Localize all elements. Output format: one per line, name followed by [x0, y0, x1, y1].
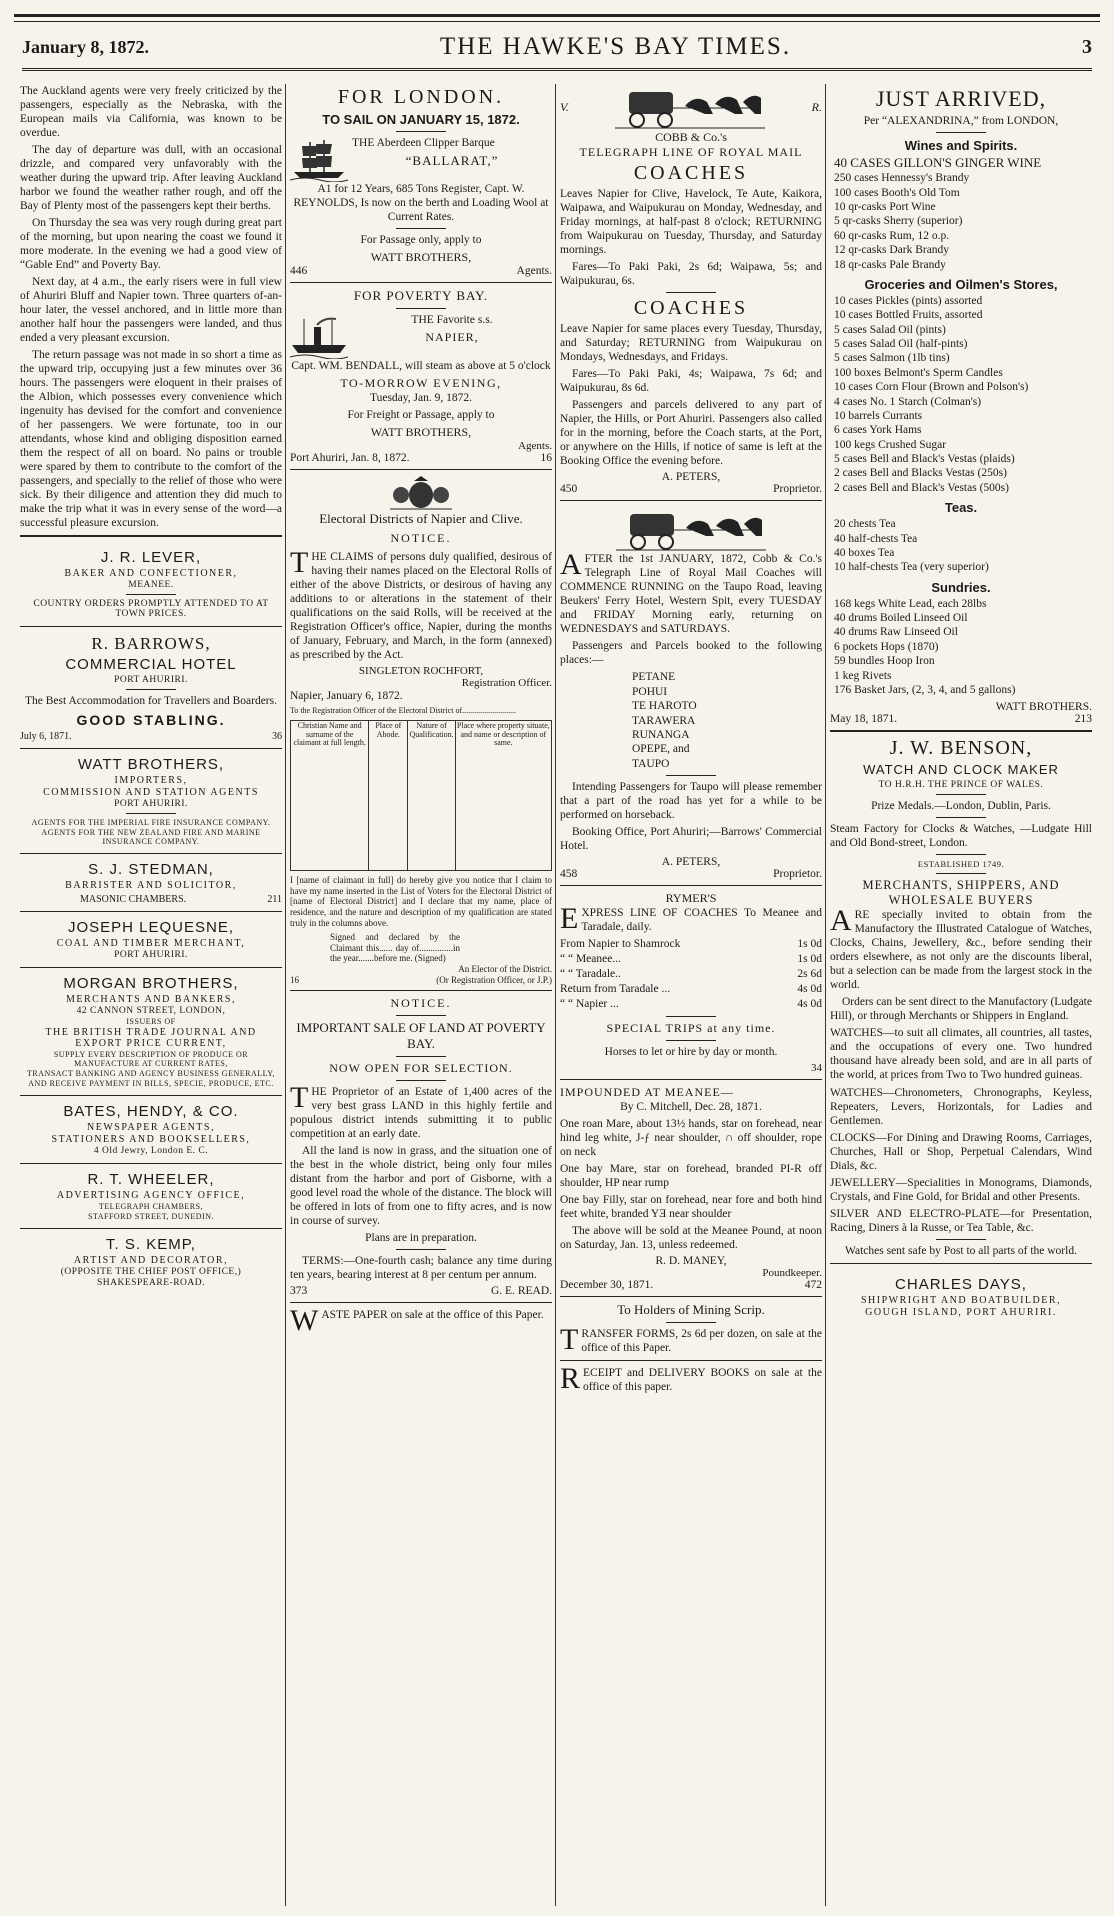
ad-line: ESTABLISHED 1749. [917, 859, 1005, 870]
section-heading: Sundries. [931, 579, 991, 595]
form-column-header: Nature of Qualification. [408, 720, 455, 870]
article-paragraph: On Thursday the sea was very rough during great part of the morning, but upon nearing the coast we found it more moderate. In the evening we had a good view of “Gable End” and Poverty Bay. [20, 217, 282, 272]
ad-text: Passengers and parcels delivered to any part of Napier, the Hills, or Port Ahuriri. Passengers also called for in the morning, before the Coach starts, at the Port, or anywhere on the Hills, if notice of same is left at the Booking Office the evening before. [560, 399, 822, 468]
station-item: OPEPE, and [632, 743, 690, 756]
list-item: 40 half-chests Tea [834, 532, 918, 545]
ad-text: TERMS:—One-fourth cash; balance any time during ten years, bearing interest at 8 per centum per annum. [290, 1255, 552, 1282]
ad-line: BAKER AND CONFECTIONER, [64, 568, 238, 580]
ad-line: TO-MORROW EVENING, [340, 376, 502, 391]
ad-poverty-bay [290, 288, 552, 464]
form-column-header: Christian Name and surname of the claimant at full length. [291, 720, 369, 870]
ad-signer: A. PETERS, [661, 471, 721, 484]
list-item: 40 CASES GILLON'S GINGER WINE [834, 155, 1042, 171]
ad-line: Proprietor. [773, 483, 822, 496]
ad-text: Capt. WM. BENDALL, will steam as above at 5 o'clock [291, 360, 551, 373]
ad-just-arrived [830, 86, 1092, 725]
ad-line: MASONIC CHAMBERS. [80, 893, 187, 905]
ad-text: Intending Passengers for Taupo will please remember that a part of the road has yet for a while to be performed on horseback. [560, 781, 822, 822]
ad-line: GOOD STABLING. [76, 711, 226, 728]
list-item: 5 cases Salad Oil (pints) [834, 323, 946, 336]
form-text: An Elector of the District. [458, 964, 552, 975]
ad-text: THE CLAIMS of persons duly qualified, desirous of having their names placed on the Electoral Rolls of either of the above Districts, or desirous of having any additions to or alterations in the statement of their qualifications on the said Rolls, will be received at the Registration Officer's office, Napier, during the months of January, February, and March, in the form (annexed) as prescribed by the Act. [290, 546, 552, 662]
ad-text: Per “ALEXANDRINA,” from LONDON, [863, 115, 1059, 127]
stagecoach-icon [615, 84, 765, 130]
ad-agent: WATT BROTHERS, [370, 425, 472, 440]
ad-text: One bay Filly, star on forehead, near fore and both hind feet white, branded YƎ near shoulder [560, 1193, 822, 1220]
ad-line: SUPPLY EVERY DESCRIPTION OF PRODUCE OR MANUFACTURE AT CURRENT RATES, [53, 1049, 249, 1068]
ad-text: Passengers and Parcels booked to the following places:— [560, 640, 822, 667]
masthead [22, 26, 1092, 71]
ad-line: Registration Officer. [461, 677, 552, 690]
fare-row [560, 997, 822, 1012]
ad-text: A1 for 12 Years, 685 Tons Register, Capt. W. REYNOLDS, Is now on the berth and Loading Wool at Current Rates. [293, 183, 549, 224]
ad-line: NEWSPAPER AGENTS, [87, 1121, 215, 1133]
ad-name: J. R. LEVER, [100, 549, 202, 567]
ad-number: 373 [290, 1285, 308, 1298]
ad-name: R. BARROWS, [91, 634, 211, 654]
ad-number: 34 [811, 1061, 822, 1074]
ad-cobb-coaches [560, 84, 822, 495]
fare-route: From Napier to Shamrock [560, 938, 681, 951]
ad-number: 446 [290, 265, 308, 278]
ad-line: TRANSACT BANKING AND AGENCY BUSINESS GENERALLY, [27, 1068, 275, 1078]
ad-days [830, 1269, 1092, 1325]
ad-line: V. [560, 99, 569, 114]
ad-text: JEWELLERY—Specialities in Monograms, Diamonds, Crystals, and Fine Gold, for Bridal and other Presents. [830, 1176, 1092, 1203]
ad-text: One bay Mare, star on forehead, branded PI-R off shoulder, HP near rump [560, 1162, 822, 1189]
ad-number: 211 [267, 893, 282, 905]
ad-text: Leaves Napier for Clive, Havelock, Te Aute, Kaikora, Waipawa, and Waipukurau on Monday, Wednesday, and Friday mornings, at half-past 8 o'clock; RETURNING from Waipukurau on Tuesday, Thursday, and Saturday mornings. [560, 188, 822, 257]
list-item: 2 cases Bell and Black's Vestas (500s) [834, 481, 1009, 494]
ad-line: ISSUERS OF [126, 1016, 176, 1026]
list-item: 1 keg Rivets [834, 669, 892, 682]
top-rule [14, 14, 1100, 22]
list-item: 5 cases Bell and Black's Vestas (plaids) [834, 453, 1015, 466]
ad-land-sale [290, 996, 552, 1297]
list-item: 40 drums Boiled Linseed Oil [834, 612, 968, 625]
ad-heading: J. W. BENSON, [889, 737, 1033, 760]
station-item: PETANE [632, 671, 676, 684]
ad-text: Fares—To Paki Paki, 4s; Waipawa, 7s 6d; and Waipukurau, 8s 6d. [560, 368, 822, 395]
ad-line: COAL AND TIMBER MERCHANT, [56, 937, 246, 949]
fare-row [560, 937, 822, 952]
fare-row [560, 982, 822, 997]
list-item: 40 drums Raw Linseed Oil [834, 626, 958, 639]
fare-route: “ “ Meanee... [560, 953, 621, 966]
article-paragraph: Next day, at 4 a.m., the early risers were in full view of Ahuriri Bluff and Napier town. Three quarters of-an-hour later, the vessel anchored, and in little more than another half hour the passengers were landed, and thus ended a very pleasant excursion. [20, 276, 282, 345]
ad-rymer [560, 891, 822, 1074]
ad-line: COMMISSION AND STATION AGENTS [43, 786, 259, 798]
ad-stedman [20, 854, 282, 912]
ad-waste-paper: WASTE PAPER on sale at the office of this Paper. [290, 1304, 544, 1338]
ad-number: 213 [1074, 713, 1092, 726]
ad-number: 450 [560, 483, 578, 496]
list-item: 168 kegs White Lead, each 28lbs [834, 597, 987, 610]
ad-subheading: TO SAIL ON JANUARY 15, 1872. [322, 112, 520, 127]
ad-line: WATCH AND CLOCK MAKER [863, 762, 1059, 778]
list-item: 6 pockets Hops (1870) [834, 640, 939, 653]
ad-heading: Electoral Districts of Napier and Clive. [319, 511, 523, 527]
list-item: 10 half-chests Tea (very superior) [834, 561, 989, 574]
list-item: 12 qr-casks Dark Brandy [834, 244, 950, 257]
form-text: Signed and declared by the Claimant this...... day of...............in the year.......before me. (Signed) [330, 931, 460, 964]
ad-subheading: MERCHANTS, SHIPPERS, AND WHOLESALE BUYERS [862, 878, 1060, 908]
list-item: 4 cases No. 1 Starch (Colman's) [834, 395, 982, 408]
ad-lequesne [20, 912, 282, 968]
column-rule [825, 84, 826, 1906]
list-item: 10 cases Corn Flour (Brown and Polson's) [834, 381, 1029, 394]
section-heading: Wines and Spirits. [904, 138, 1018, 154]
ad-signer: A. PETERS, [661, 856, 721, 869]
ad-text: Fares—To Paki Paki, 2s 6d; Waipawa, 5s; and Waipukurau, 6s. [560, 261, 822, 288]
ad-line: SHAKESPEARE-ROAD. [97, 1277, 205, 1288]
steamship-icon [290, 313, 348, 359]
ad-name: CHARLES DAYS, [895, 1275, 1027, 1293]
list-item: 250 cases Hennessy's Brandy [834, 172, 970, 185]
ad-line: PORT AHURIRI. [114, 798, 188, 809]
ad-line: IMPORTERS, [114, 774, 188, 786]
ad-electoral [290, 475, 552, 985]
royal-crest-icon [386, 475, 456, 511]
ad-heading: IMPORTANT SALE OF LAND AT POVERTY BAY. [296, 1020, 546, 1052]
ad-name: WATT BROTHERS, [77, 755, 225, 773]
ad-heading: RYMER'S [665, 891, 717, 906]
ad-line: Port Ahuriri, Jan. 8, 1872. [290, 452, 410, 465]
station-item: TARAWERA [632, 714, 696, 727]
list-item: 10 cases Pickles (pints) assorted [834, 294, 983, 307]
ad-heading: IMPOUNDED AT MEANEE— [560, 1084, 734, 1099]
fare-route: Return from Taradale ... [560, 982, 671, 995]
ad-line: MERCHANTS AND BANKERS, [66, 993, 236, 1005]
fare-row [560, 952, 822, 967]
ad-number: 16 [540, 452, 552, 465]
ad-text: WATCHES—Chronometers, Chronographs, Keyless, Repeaters, Levers, Horizontals, for Ladies and Gentlemen. [830, 1086, 1092, 1127]
section-heading: Groceries and Oilmen's Stores, [864, 276, 1058, 292]
ad-text: Tuesday, Jan. 9, 1872. [369, 392, 472, 405]
ad-text: Napier, January 6, 1872. [290, 690, 403, 703]
ad-signer: WATT BROTHERS. [995, 701, 1092, 714]
fare-route: “ “ Napier ... [560, 997, 619, 1010]
list-item: 5 cases Salmon (1lb tins) [834, 352, 950, 365]
ad-text: THE Aberdeen Clipper Barque [352, 137, 495, 149]
station-item: TAUPO [632, 757, 670, 770]
page-number: 3 [1081, 35, 1092, 58]
ad-benson [830, 737, 1092, 1257]
station-item: TE HAROTO [632, 700, 697, 713]
column-3 [560, 84, 822, 1906]
article [20, 84, 282, 530]
list-item: 5 cases Salad Oil (half-pints) [834, 338, 968, 351]
ad-subheading: NOW OPEN FOR SELECTION. [329, 1061, 513, 1076]
ad-line: TELEGRAPH LINE OF ROYAL MAIL [579, 145, 803, 159]
tea-list [830, 517, 1092, 575]
ad-heading: COACHES [633, 297, 749, 320]
ad-text: Leave Napier for same places every Tuesday, Thursday, and Saturday; RETURNING from Waipukurau on Mondays, Wednesdays, and Fridays. [560, 323, 822, 364]
article-paragraph: The return passage was not made in so short a time as the upward trip, occupying just a few minutes over 36 hours. The passengers were eloquent in their praises of the Albion, which possesses every convenience which ingenuity has devised for the comfort and convenience of her passengers. We were fortunate, too in our attendants, whose kind and obliging disposition earned them the respect of all on board. No pains or trouble were spared by them to contribute to the comfort of the passengers, and specially to the relief of those who were sick. By their diligence and attention they did much to make the trip what it was in every sense of the word—a successful pleasure excursion. [20, 349, 282, 530]
column-rule [555, 84, 556, 1906]
ad-text: Prize Medals.—London, Dublin, Paris. [871, 800, 1051, 813]
ad-wheeler [20, 1164, 282, 1229]
ad-text: TRANSFER FORMS, 2s 6d per dozen, on sale at the office of this Paper. [560, 1322, 822, 1356]
ad-agent: WATT BROTHERS, [370, 250, 472, 265]
fare-price: 4s 0d [797, 982, 822, 995]
ad-line: 42 CANNON STREET, LONDON, [76, 1005, 226, 1016]
ad-text: Plans are in preparation. [365, 1232, 477, 1245]
ship-name: “BALLARAT,” [405, 153, 499, 169]
ad-text: CLOCKS—For Dining and Drawing Rooms, Carriages, Churches, Hall or Shop, Perpetual Calendars, Wind Dials, &c. [830, 1131, 1092, 1172]
ad-signer: R. D. MANEY, [655, 1254, 727, 1267]
ad-line: THE BRITISH TRADE JOURNAL AND EXPORT PRICE CURRENT, [45, 1026, 257, 1049]
ad-line: R. [811, 99, 822, 114]
column-rule [285, 84, 286, 1906]
ad-kemp [20, 1229, 282, 1295]
ad-date: May 18, 1871. [830, 713, 898, 726]
fare-row [560, 967, 822, 982]
column-4 [830, 84, 1092, 1906]
stagecoach-icon [616, 506, 766, 552]
ad-name: BATES, HENDY, & CO. [63, 1102, 239, 1120]
ad-text: One roan Mare, about 13½ hands, star on forehead, near hind leg white, J-ƒ near shoulder, ∩ off shoulder, rope on neck [560, 1117, 822, 1158]
article-paragraph: The Auckland agents were very freely criticized by the passengers, especially as the Nebraska, with the European mails via California, was known to be overdue. [20, 85, 282, 140]
ad-bates [20, 1096, 282, 1164]
ad-heading: To Holders of Mining Scrip. [617, 1301, 765, 1317]
ad-text: ARE specially invited to obtain from the Manufactory the Illustrated Catalogue of Watches, Clocks, Chains, Jewellery, &c., before sending their orders elsewhere, as not only are the discounts liberal, but a selection can be made from the largest stock in the world. [830, 904, 1092, 992]
form-column-header: Place where property situate, and name or description of same. [455, 720, 551, 870]
ad-line: 4 Old Jewry, London E. C. [93, 1145, 209, 1156]
ad-line: Agents. [516, 265, 552, 278]
ad-for-london [290, 86, 552, 277]
list-item: 2 cases Bell and Blacks Vestas (250s) [834, 467, 1007, 480]
list-item: 6 cases York Hams [834, 424, 922, 437]
column-2 [290, 84, 552, 1906]
station-item: RUNANGA [632, 728, 690, 741]
claim-form-table [290, 720, 552, 871]
ad-signer: G. E. READ. [490, 1285, 552, 1298]
ad-text: Steam Factory for Clocks & Watches, —Ludgate Hill and Old Bond-street, London. [830, 823, 1092, 850]
fare-price: 1s 0d [797, 953, 822, 966]
ad-text: By C. Mitchell, Dec. 28, 1871. [620, 1100, 762, 1113]
ad-impounded [560, 1085, 822, 1291]
ad-text: Horses to let or hire by day or month. [604, 1045, 778, 1058]
ad-text: For Freight or Passage, apply to [347, 409, 495, 422]
list-item: 5 qr-casks Sherry (superior) [834, 215, 963, 228]
ad-name: JOSEPH LEQUESNE, [67, 918, 235, 936]
ad-line: AND RECEIVE PAYMENT IN BILLS, SPECIE, PRODUCE, ETC. [28, 1078, 274, 1088]
ad-line: STAFFORD STREET, DUNEDIN. [88, 1211, 214, 1221]
list-item: 59 bundles Hoop Iron [834, 655, 935, 668]
ad-heading: COACHES [633, 162, 749, 184]
ship-icon [290, 136, 348, 182]
list-item: 100 cases Booth's Old Tom [834, 186, 960, 199]
ad-text: THE Proprietor of an Estate of 1,400 acres of the very best grass LAND in this highly fertile and populous district intends submitting it to public competition at an early date. [290, 1081, 552, 1141]
ad-line: PORT AHURIRI. [114, 949, 188, 960]
sundries-list [830, 597, 1092, 698]
ad-line: PORT AHURIRI. [114, 675, 188, 686]
ad-line: Poundkeeper. [762, 1266, 822, 1279]
article-paragraph: The day of departure was dull, with an occasional drizzle, and compared very unfavorably with the weather during the upward trip. After leaving Auckland harbor we found the weather rather rough, and off the Bay of Plenty most of the passengers kept their berths. [20, 144, 282, 213]
ad-barrows [20, 627, 282, 748]
ad-line: STATIONERS AND BOOKSELLERS, [51, 1133, 251, 1145]
ad-line: AGENTS FOR THE NEW ZEALAND FIRE AND MARINE INSURANCE COMPANY. [41, 827, 261, 846]
fare-price: 2s 6d [797, 968, 822, 980]
ad-text: Orders can be sent direct to the Manufactory (Ludgate Hill), or through Merchants or Shippers in England. [830, 996, 1092, 1023]
list-item: 100 boxes Belmont's Sperm Candles [834, 366, 1003, 379]
fare-route: “ “ Taradale.. [560, 968, 621, 980]
ad-name: MORGAN BROTHERS, [63, 974, 239, 992]
ad-line: TELEGRAPH CHAMBERS, [98, 1201, 204, 1211]
ad-heading: FOR LONDON. [337, 86, 505, 108]
ad-lever [20, 542, 282, 627]
ad-line: BARRISTER AND SOLICITOR, [65, 879, 237, 891]
form-text: I [name of claimant in full] do hereby give you notice that I claim to have my name inserted in the List of Voters for the Electoral District of [name of Electoral District] and I declare that my name, place of residence, and the nature and description of my qualification are stated truly in the columns above. [290, 874, 552, 929]
issue-date: January 8, 1872. [22, 36, 150, 57]
ad-morgan [20, 968, 282, 1096]
ad-name: R. T. WHEELER, [87, 1170, 215, 1188]
ad-number: 472 [804, 1278, 822, 1291]
fare-price: 1s 0d [797, 938, 822, 951]
station-list [632, 670, 822, 771]
section-heading: Teas. [944, 500, 978, 516]
ad-text: Watches sent safe by Post to all parts of the world. [845, 1244, 1077, 1257]
ad-line: MEANEE. [128, 580, 174, 591]
ad-line: COUNTRY ORDERS PROMPTLY ATTENDED TO AT TOWN PRICES. [33, 599, 269, 620]
ad-subheading: NOTICE. [390, 996, 452, 1011]
newspaper-title: THE HAWKE'S BAY TIMES. [439, 33, 792, 60]
ad-name: S. J. STEDMAN, [88, 860, 214, 878]
form-text: (Or Registration Officer, or J.P.) [436, 975, 552, 986]
ad-text: AFTER the 1st JANUARY, 1872, Cobb & Co.'s Telegraph Line of Royal Mail Coaches will COMMENCE RUNNING on the Taupo Road, leaving Beukers' Ferry Hotel, Western Spit, every TUESDAY and FRIDAY Morning early, returning on WEDNESDAYS and SATURDAYS. [560, 548, 822, 636]
ad-date: December 30, 1871. [560, 1278, 654, 1291]
ad-text: All the land is now in grass, and the situation one of the best in the whole district, being only four miles distant from the harbor and port of Gisborne, with a good level road the whole of the distance. The block will be offered in lots of from one to fifty acres, and is now in course of survey. [290, 1145, 552, 1228]
ad-text: WATCHES—to suit all climates, all countries, all tastes, and the occupations of every one. Two hundred thousand have already been sold, and are in all parts of the world, at prices from Two to Two hundred guineas. [830, 1027, 1092, 1082]
list-item: 10 barrels Currants [834, 409, 923, 422]
ad-line: GOUGH ISLAND, PORT AHURIRI. [865, 1306, 1057, 1318]
ad-line: Agents. [518, 440, 552, 453]
ad-signer: SINGLETON ROCHFORT, [358, 665, 484, 678]
ad-number: 36 [272, 730, 282, 742]
list-item: 10 cases Bottled Fruits, assorted [834, 309, 983, 322]
ad-text: SILVER AND ELECTRO-PLATE—for Presentation, Racing, Diners à la Russe, or Tea Table, &c. [830, 1207, 1092, 1234]
ad-line: The Best Accommodation for Travellers and Boarders. [25, 695, 277, 708]
column-1 [20, 84, 282, 1906]
ad-mining-scrip [560, 1302, 822, 1355]
list-item: 10 qr-casks Port Wine [834, 201, 936, 214]
ad-taupo-coaches [560, 506, 822, 880]
ad-subheading: NOTICE. [390, 531, 452, 546]
grocery-list [830, 294, 1092, 495]
ad-name: T. S. KEMP, [106, 1235, 196, 1253]
ad-text: EXPRESS LINE OF COACHES To Meanee and Taradale, daily. [560, 902, 822, 936]
ship-name: NAPIER, [425, 330, 479, 345]
list-item: 20 chests Tea [834, 518, 896, 531]
ad-line: ARTIST AND DECORATOR, [73, 1254, 229, 1266]
ad-line: SPECIAL TRIPS at any time. [606, 1020, 776, 1035]
ad-line: ADVERTISING AGENCY OFFICE, [56, 1189, 246, 1201]
list-item: 40 boxes Tea [834, 546, 895, 559]
fare-price: 4s 0d [797, 997, 822, 1010]
ad-text: Booking Office, Port Ahuriri;—Barrows' Commercial Hotel. [560, 826, 822, 853]
ad-receipt-books: RECEIPT and DELIVERY BOOKS on sale at the office of this paper. [560, 1362, 822, 1396]
fare-table [560, 937, 822, 1012]
list-item: 18 qr-casks Pale Brandy [834, 258, 946, 271]
list-item: 176 Basket Jars, (2, 3, 4, and 5 gallons) [834, 683, 1016, 696]
ad-line: COBB & Co.'s [655, 130, 727, 144]
ad-line: COMMERCIAL HOTEL [65, 656, 237, 674]
ad-text: For Passage only, apply to [360, 234, 482, 247]
form-heading: To the Registration Officer of the Electoral District of........................... [290, 706, 517, 716]
ad-text: The above will be sold at the Meanee Pound, at noon on Saturday, Jan. 13, unless redeemed. [560, 1224, 822, 1251]
ad-line: AGENTS FOR THE IMPERIAL FIRE INSURANCE COMPANY. [31, 817, 271, 827]
ad-watt [20, 749, 282, 854]
form-column-header: Place of Abode. [369, 720, 408, 870]
ad-heading: FOR POVERTY BAY. [353, 288, 489, 304]
list-item: 100 kegs Crushed Sugar [834, 438, 947, 451]
wine-list [830, 155, 1092, 272]
ad-number: 458 [560, 868, 578, 881]
ad-line: TO H.R.H. THE PRINCE OF WALES. [878, 780, 1044, 791]
list-item: 60 qr-casks Rum, 12 o.p. [834, 229, 950, 242]
ad-heading: JUST ARRIVED, [875, 86, 1047, 111]
ad-text: THE Favorite s.s. [411, 314, 493, 327]
ad-line: SHIPWRIGHT AND BOATBUILDER, [860, 1294, 1062, 1306]
ad-line: (OPPOSITE THE CHIEF POST OFFICE,) [60, 1266, 242, 1277]
ad-number: 16 [290, 975, 299, 986]
ad-date: July 6, 1871. [20, 730, 72, 742]
station-item: POHUI [632, 685, 668, 698]
ad-line: Proprietor. [773, 868, 822, 881]
